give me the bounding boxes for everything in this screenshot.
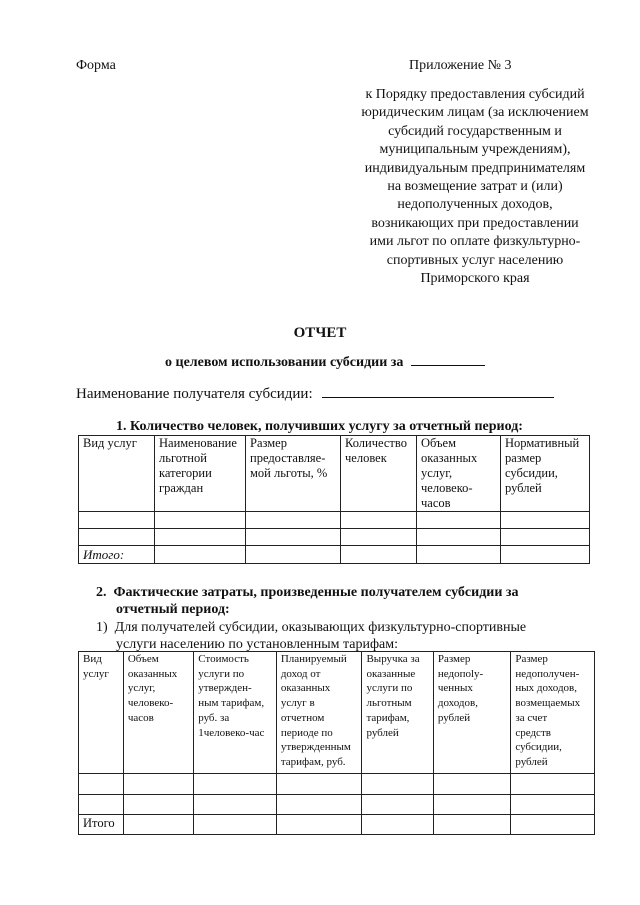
recipient-row (76, 385, 554, 403)
s1-col-service-volume: Объем оказанных услуг, человеко- часов (417, 436, 501, 512)
table-cell[interactable] (246, 529, 341, 546)
section2-sub-line2: услуги населению по установленным тарифам: (116, 637, 398, 652)
appendix-line: ими льгот по оплате физкультурно- (369, 234, 581, 250)
table-cell[interactable] (341, 529, 417, 546)
table-cell[interactable] (511, 774, 595, 795)
table-cell[interactable] (417, 546, 501, 564)
s2-col-lost-income: Размер недопolу- ченных доходов, рублей (433, 652, 511, 774)
s2-col-service-type: Вид услуг (79, 652, 124, 774)
table-cell[interactable] (511, 795, 595, 815)
table-cell[interactable] (246, 512, 341, 529)
s2-col-service-volume: Объем оказанных услуг, человеко- часов (123, 652, 193, 774)
total-row (79, 546, 590, 564)
section1-table (78, 435, 590, 564)
s1-col-benefit-size: Размер предоставляе- мой льготы, % (246, 436, 341, 512)
table-cell[interactable] (433, 795, 511, 815)
table-row (79, 529, 590, 546)
table-cell[interactable] (433, 774, 511, 795)
section1-heading: 1. Количество человек, получивших услугу за отчетный период: (116, 419, 523, 434)
table-cell[interactable] (194, 795, 277, 815)
table-cell[interactable] (79, 529, 155, 546)
section2-heading-line2: отчетный период: (116, 602, 230, 617)
report-subtitle (165, 354, 485, 372)
table-cell[interactable] (246, 546, 341, 564)
table-cell[interactable] (194, 774, 277, 795)
recipient-label: Наименование получателя субсидии: (76, 386, 313, 402)
period-blank[interactable] (411, 365, 485, 366)
s1-col-service-type: Вид услуг (79, 436, 155, 512)
total-row (79, 815, 595, 835)
table-cell[interactable] (79, 774, 124, 795)
table-cell[interactable] (341, 512, 417, 529)
appendix-line: недополученных доходов, (397, 197, 553, 213)
form-label: Форма (76, 58, 116, 73)
table-cell[interactable] (276, 815, 362, 835)
appendix-line: субсидий государственным и (388, 123, 562, 139)
total-label: Итого (79, 815, 124, 835)
recipient-blank[interactable] (322, 397, 554, 398)
section2-sub-line1: 1) Для получателей субсидии, оказывающих физкультурно-спортивные (96, 620, 527, 635)
appendix-line: спортивных услуг населению (386, 252, 564, 268)
s2-col-planned-income: Планируемый доход от оказанных услуг в отчетном периоде по утвержденным тарифам, руб. (276, 652, 362, 774)
table-cell[interactable] (501, 529, 590, 546)
table-row (79, 774, 595, 795)
table-cell[interactable] (79, 512, 155, 529)
appendix-line: к Порядку предоставления субсидий (365, 87, 585, 102)
appendix-text (345, 86, 605, 288)
table-cell[interactable] (155, 529, 246, 546)
s1-col-people-count: Количество человек (341, 436, 417, 512)
table-row (79, 512, 590, 529)
table-cell[interactable] (276, 774, 362, 795)
table-cell[interactable] (123, 795, 193, 815)
s1-col-normative-subsidy: Нормативный размер субсидии, рублей (501, 436, 590, 512)
section2-heading-line1: 2. Фактические затраты, произведенные получателем субсидии за (96, 585, 519, 600)
table-row (79, 795, 595, 815)
table-cell[interactable] (362, 795, 433, 815)
table-cell[interactable] (501, 512, 590, 529)
s2-col-reimbursed-income: Размер недополучен- ных доходов, возмещаемых за счет средств субсидии, рублей (511, 652, 595, 774)
table-cell[interactable] (362, 815, 433, 835)
table-cell[interactable] (433, 815, 511, 835)
s2-col-tariff-cost: Стоимость услуги по утвержден- ным тарифам, руб. за 1человеко-час (194, 652, 277, 774)
report-subtitle-text: о целевом использовании субсидии за (165, 355, 404, 370)
table-cell[interactable] (155, 546, 246, 564)
table-cell[interactable] (417, 529, 501, 546)
appendix-line: на возмещение затрат и (или) (387, 179, 563, 195)
s1-col-category: Наименование льготной категории граждан (155, 436, 246, 512)
appendix-title: Приложение № 3 (409, 58, 512, 73)
table-cell[interactable] (511, 815, 595, 835)
appendix-line: индивидуальным предпринимателям (364, 160, 586, 176)
table-cell[interactable] (276, 795, 362, 815)
table-cell[interactable] (417, 512, 501, 529)
total-label: Итого: (79, 546, 155, 564)
appendix-line: возникающих при предоставлении (371, 215, 579, 231)
section2-table (78, 651, 595, 835)
table-cell[interactable] (123, 774, 193, 795)
appendix-line: Приморского края (420, 271, 530, 287)
table-cell[interactable] (79, 795, 124, 815)
table-cell[interactable] (362, 774, 433, 795)
table-cell[interactable] (123, 815, 193, 835)
appendix-line: муниципальным учреждениям), (379, 142, 571, 158)
table-cell[interactable] (341, 546, 417, 564)
table-cell[interactable] (501, 546, 590, 564)
table-cell[interactable] (155, 512, 246, 529)
s2-col-revenue: Выручка за оказанные услуги по льготным тарифам, рублей (362, 652, 433, 774)
appendix-line: юридическим лицам (за исключением (361, 105, 589, 121)
table-cell[interactable] (194, 815, 277, 835)
report-title: ОТЧЕТ (293, 325, 347, 341)
